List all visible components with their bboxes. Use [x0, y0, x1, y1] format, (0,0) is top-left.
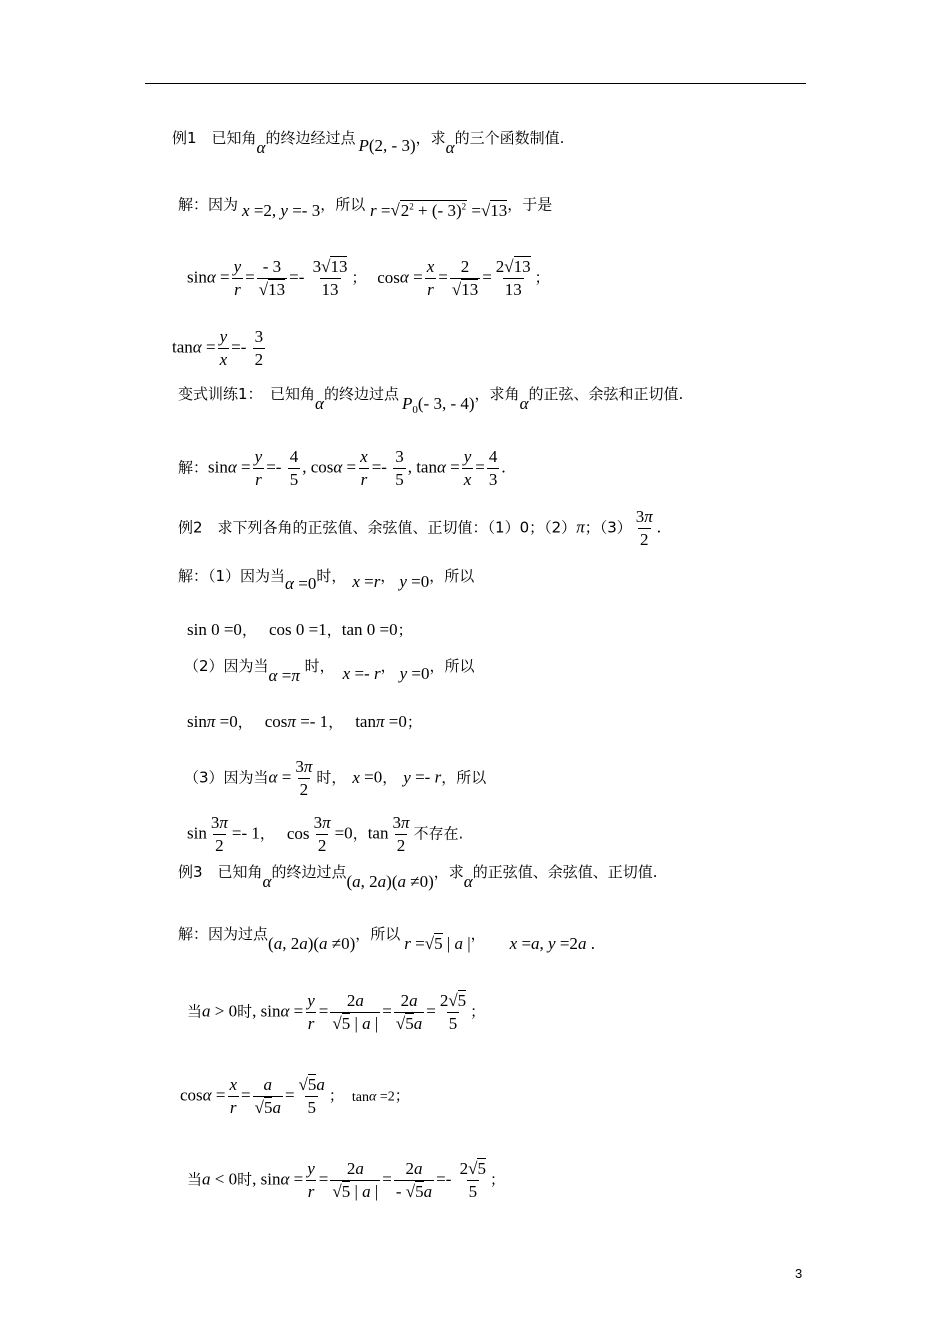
variant-1-heading: 变式训练1： 已知角α的终边过点 $P_0(-$ 3, - 4)，求角α的正弦、余弦和正切值.	[178, 385, 684, 416]
example-2-case-2: （2）因为当α =π 时， x =- r， y =0，所以	[184, 657, 475, 685]
example-2-case-1: 解：（1）因为当α =0时， x =r， y =0，所以	[178, 567, 475, 593]
example-1-sin-cos: sinα = $\frac{y}{r}$ = $\frac{- 3}{√13}$ =- $\frac{3√13}{13}$ ； cosα = $\frac{x}{r}$ = $\frac{2}{√13}$ = $\frac{2√13}{13}$ ；	[187, 257, 550, 299]
example-3-positive-sin: 当a > 0时, sinα = $\frac{y}{r}$ = $\frac{2a}{√5 | a |}$ = $\frac{2a}{√5a}$ = $\frac{2√5}{5}$ ；	[187, 991, 486, 1033]
page-number: 3	[795, 1266, 803, 1281]
example-1-solution-intro: 解：因为 x =2, y =- 3，所以 $r =√2^2$ + (- 3)$^2$ =√13，于是	[178, 195, 553, 220]
example-2-case-3-result: sin $\frac{3\pi}{2}$ =- 1， cos $\frac{3\pi}{2}$ =0，tan $\frac{3\pi}{2}$ 不存在.	[187, 813, 464, 855]
header-rule	[145, 83, 806, 84]
example-3-negative-sin: 当a < 0时, sinα = $\frac{y}{r}$ = $\frac{2a}{√5 | a |}$ = $\frac{2a}{- √5a}$ =- $\frac{2√5}{5}$ ；	[187, 1159, 505, 1201]
example-3-solution-intro: 解：因为过点(a, 2a)(a ≠0)，所以 r =√5 | a |， x =a, y =2a .	[178, 925, 595, 953]
example-1-heading: 例1 已知角α的终边经过点 P(2, - 3)，求α的三个函数制值.	[172, 129, 565, 157]
example-2-case-3: （3）因为当α = $\frac{3\pi}{2}$ 时， x =0， y =- r，所以	[184, 757, 487, 799]
example-1-tan: tanα = $\frac{y}{x}$ =- $\frac{3}{2}$	[172, 327, 264, 369]
variant-1-solution: 解：sinα = $\frac{y}{r}$ =- $\frac{4}{5}$ , cosα = $\frac{x}{r}$ =- $\frac{3}{5}$ , tanα = $\frac{y}{x}$ = $\frac{4}{3}$ .	[178, 447, 506, 489]
example-2-heading: 例2 求下列各角的正弦值、余弦值、正切值：（1）0；（2）π；（3） $\frac{3\pi}{2}$ .	[178, 507, 662, 549]
example-2-case-2-result: sinπ =0， cosπ =- 1， tanπ =0；	[187, 712, 422, 731]
example-2-case-1-result: sin 0 =0， cos 0 =1，tan 0 =0；	[187, 620, 413, 639]
example-3-heading: 例3 已知角α的终边过点(a, 2a)(a ≠0)，求α的正弦值、余弦值、正切值.	[178, 863, 658, 891]
example-3-positive-cos-tan: cosα = $\frac{x}{r}$ = $\frac{a}{√5a}$ = $\frac{√5a}{5}$ ； tanα =2；	[180, 1075, 410, 1117]
